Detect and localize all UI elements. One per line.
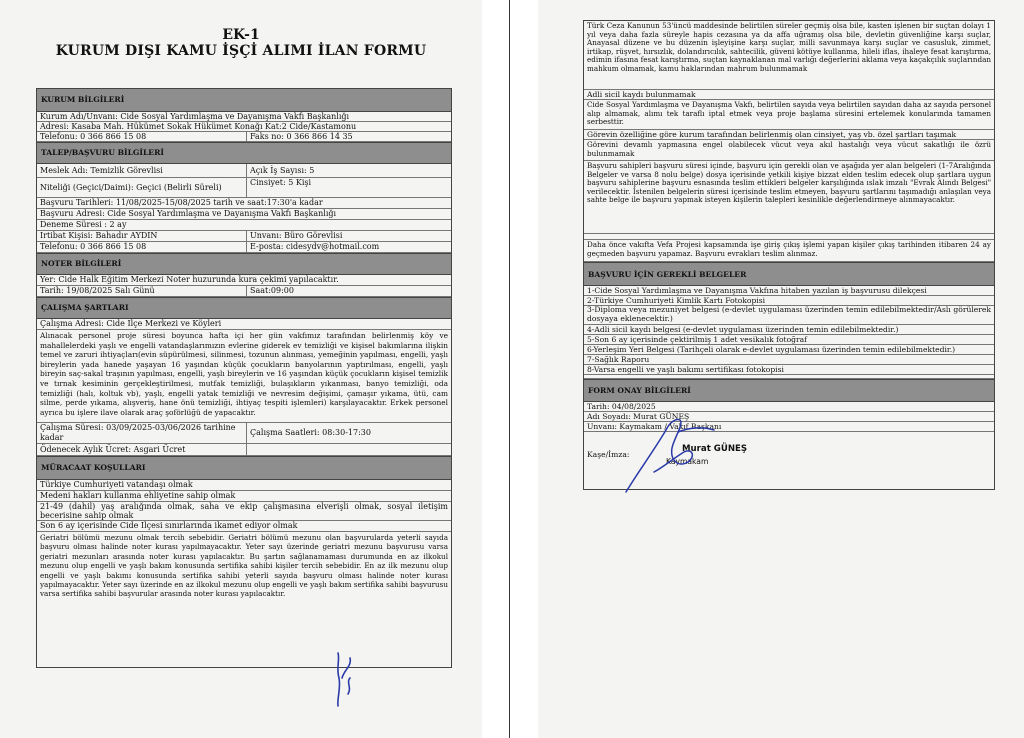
belge-item: 1-Cide Sosyal Yardımlaşma ve Dayanışma Vakfına hitaben yazılan iş başvurusu dilekçesi xyxy=(584,286,994,296)
section-header-calisma: ÇALIŞMA ŞARTLARI xyxy=(37,297,451,319)
noter-tarih: Tarih: 19/08/2025 Salı Günü xyxy=(37,286,247,296)
irtibat-contact-row xyxy=(37,242,451,253)
section-header-talep: TALEP/BAŞVURU BİLGİLERİ xyxy=(37,142,451,164)
belge-item: 6-Yerleşim Yeri Belgesi (Tarihçeli olarak e-devlet uygulaması üzerinden temin edilebilmektedir.) xyxy=(584,345,994,355)
calisma-suresi: Çalışma Süresi: 03/09/2025-03/06/2026 tarihine kadar xyxy=(37,423,247,443)
irtibat-kisisi: İrtibat Kişisi: Bahadır AYDIN xyxy=(37,231,247,241)
divider xyxy=(509,0,510,738)
section-header-muracaat: MÜRACAAT KOŞULLARI xyxy=(37,456,451,480)
onay-tarih: Tarih: 04/08/2025 xyxy=(584,402,994,412)
deneme-suresi: Deneme Süresi : 2 ay xyxy=(37,220,451,231)
kosul-2: Medeni hakları kullanma ehliyetine sahip olmak xyxy=(37,491,451,502)
belge-item: 8-Varsa engelli ve yaşlı bakımı sertifikası fotokopisi xyxy=(584,365,994,375)
talep-meslek-row xyxy=(37,164,451,178)
belge-item: 5-Son 6 ay içerisinde çektirilmiş 1 adet vesikalık fotoğraf xyxy=(584,335,994,345)
basvuru-adresi: Başvuru Adresi: Cide Sosyal Yardımlaşma ve Dayanışma Vakfı Başkanlığı xyxy=(37,209,451,220)
calisma-aciklama: Alınacak personel proje süresi boyunca hafta içi her gün vakfımız tarafından belirlenmiş köy ve mahallelerdeki yaşlı ve engelli vatandaşlarımızın evlerine giderek ev temizliği ve kişisel bakımlarına ilişkin temel ve zaruri ihtiyaçları(evin süpürülmesi, silinmesi, tozunun alınması, yemeğinin yapılması, engelli, yaşlı bireylerin yada hanede yaşayan 16 yaşından küçük çocukların banyolarının yaptırılması, engelli, yaşlı bireyin saç-sakal traşının yapılması, engelli, yaşlı bireylerin ve 16 yaşından küçük çocukların kişisel temizlik ve tırnak kesiminin gerçekleştirilmesi, mutfak temizliği, bulaşıkların yıkanması, banyo temizliği, oda temizliği (halı, koltuk vb), yaşlı, engelli yatak temizliği ve nevresim değişimi, çamaşır yıkama, ütü, cam silme, perde yıkama, alışveriş, hane önü temizliği, ihtiyaç tespiti işlemleri) karşılayacaktır. Erkek personel ayrıca bu işlere ilave olarak araç şoförlüğü de yapacaktır. xyxy=(37,330,451,423)
kurum-telefon: Telefonu: 0 366 866 15 08 xyxy=(37,132,247,141)
belge-item: 3-Diploma veya mezuniyet belgesi (e-devlet uygulaması üzerinden temin edilebilmektedir/Aslı görülerek dosyaya eklenecektir.) xyxy=(584,306,994,325)
kase-imza-label: Kaşe/İmza: xyxy=(587,450,630,459)
section-header-noter: NOTER BİLGİLERİ xyxy=(37,253,451,275)
nitelik: Niteliği (Geçici/Daimi): Geçici (Belirli Süreli) xyxy=(37,178,247,197)
kurum-adres: Adresi: Kasaba Mah. Hükümet Sokak Hükümet Konağı Kat:2 Cide/Kastamonu xyxy=(37,122,451,132)
kurum-ad: Kurum Adı/Unvanı: Cide Sosyal Yardımlaşma ve Dayanışma Vakfı Başkanlığı xyxy=(37,112,451,122)
form-title: KURUM DIŞI KAMU İŞÇİ ALIMI İLAN FORMU xyxy=(55,43,427,59)
basvuru-tarihleri: Başvuru Tarihleri: 11/08/2025-15/08/2025 tarih ve saat:17:30'a kadar xyxy=(37,198,451,209)
noter-yer: Yer: Cide Halk Eğitim Merkezi Noter huzurunda kura çekimi yapılacaktır. xyxy=(37,275,451,286)
irtibat-telefon: Telefonu: 0 366 866 15 08 xyxy=(37,242,247,252)
signature-page-1 xyxy=(330,648,380,710)
ceza-kosulu: Türk Ceza Kanunun 53'üncü maddesinde belirtilen süreler geçmiş olsa bile, kasten işlenen bir suçtan dolayı 1 yıl veya daha fazla süreyle hapis cezasına ya da affa uğramış olsa bile, devletin güvenliğine karşı suçlar, Anayasal düzene ve bu düzenin işleyişine karşı suçlar, milli savunmaya karşı suçlar ve casusluk, zimmet, irtikap, rüşvet, hırsızlık, dolandırıcılık, sahtecilik, güveni kötüye kullanma, hileli iflas, ihaleye fesat karıştırma, edimin ifasına fesat karıştırma, suçtan kaynaklanan mal varlığı değerlerini aklama veya kaçakçılık suçlarından mahkum olmamak, kamu haklarından mahrum bulunmamak xyxy=(584,21,994,90)
belge-item: 7-Sağlık Raporu xyxy=(584,355,994,365)
calisma-sure-row xyxy=(37,423,451,444)
ozel-sartlar: Görevin özelliğine göre kurum tarafından belirlenmiş olan cinsiyet, yaş vb. özel şartları taşımak xyxy=(584,130,994,140)
talep-nitelik-row xyxy=(37,178,451,198)
empty-cell xyxy=(247,444,451,455)
kosul-3: 21-49 (dahil) yaş aralığında olmak, saha ve ekip çalışmasına elverişli olmak, sosyal iletişim becerisine sahip olmak xyxy=(37,502,451,521)
kosul-4: Son 6 ay içerisinde Cide İlçesi sınırlarında ikamet ediyor olmak xyxy=(37,521,451,532)
form-table-1 xyxy=(36,88,452,668)
calisma-adresi: Çalışma Adresi: Cide İlçe Merkezi ve Köyleri xyxy=(37,319,451,330)
irtibat-row xyxy=(37,231,451,242)
noter-saat: Saat:09:00 xyxy=(250,286,294,295)
adli-sicil-kosulu: Adli sicil kaydı bulunmamak xyxy=(584,90,994,100)
belge-item: 2-Türkiye Cumhuriyeti Kimlik Kartı Fotokopisi xyxy=(584,296,994,306)
kosul-1: Türkiye Cumhuriyeti vatandaşı olmak xyxy=(37,480,451,491)
onay-unvan: Unvanı: Kaymakam / Vakıf Başkanı xyxy=(584,422,994,432)
vakif-serbestlik: Cide Sosyal Yardımlaşma ve Dayanışma Vakfı, belirtilen sayıda veya belirtilen sayıdan daha az sayıda personel alıp almamak, alımı tek taraflı iptal etmek veya proje başlama süresini ertelemek konularında tamamen serbesttir. xyxy=(584,100,994,130)
section-header-kurum: KURUM BİLGİLERİ xyxy=(37,89,451,112)
basvuru-teslim: Başvuru sahipleri başvuru süresi içinde, başvuru için gerekli olan ve aşağıda yer alan belgeleri (1-7Aralığında Belgeler ve varsa 8 nolu belge) dosya içerisinde yetkili kişiye bizzat elden teslim edecek olup şartlara uygun başvuru sahiplerine başvuru esnasında teslim ettikleri belgeler karşılığında ıslak imzalı "Evrak Alındı Belgesi" verilecektir. İstenilen belgelerin süresi içerisinde teslim etmeyen, başvuru şartlarını taşımadığı anlaşılan veya sahte belge ile başvuru yapmak isteyen kişilerin talepleri kesinlikle değerlendirmeye alınmayacaktır. xyxy=(584,161,994,234)
ucret-row xyxy=(37,444,451,456)
calisma-saatleri: Çalışma Saatleri: 08:30-17:30 xyxy=(250,428,371,437)
vefa-kosulu: Daha önce vakıfta Vefa Projesi kapsamında işe giriş çıkış işlemi yapan kişiler çıkış tarihinden itibaren 24 ay geçmeden başvuru yapamaz. Başvuru evrakları teslim alınmaz. xyxy=(584,240,994,262)
noter-tarih-row xyxy=(37,286,451,297)
irtibat-unvan: Unvanı: Büro Görevlisi xyxy=(250,231,343,240)
saglik-kosulu: Görevini devamlı yapmasına engel olabilecek vücut veya akıl hastalığı veya vücut sakatlığı ile özrü bulunmamak xyxy=(584,140,994,161)
stamp-name: Murat GÜNEŞ xyxy=(682,444,748,454)
irtibat-eposta: E-posta: cidesydv@hotmail.com xyxy=(250,242,380,251)
kurum-faks: Faks no: 0 366 866 14 35 xyxy=(250,132,353,141)
meslek-adi: Meslek Adı: Temizlik Görevlisi xyxy=(37,164,247,177)
kurum-contact-row xyxy=(37,132,451,142)
section-header-onay: FORM ONAY BİLGİLERİ xyxy=(584,379,994,402)
stamp-title: Kaymakam xyxy=(666,457,709,466)
aylik-ucret: Ödenecek Aylık Ücret: Asgari Ücret xyxy=(37,444,247,455)
belge-item: 4-Adli sicil kaydı belgesi (e-devlet uygulaması üzerinden temin edilebilmektedir.) xyxy=(584,325,994,335)
signature-page-2 xyxy=(618,412,718,497)
acik-is-sayisi: Açık İş Sayısı: 5 xyxy=(250,166,315,175)
cinsiyet: Cinsiyet: 5 Kişi xyxy=(250,178,312,187)
annex-label: EK-1 xyxy=(222,27,260,43)
belge-list xyxy=(584,286,994,375)
kosul-5: Geriatri bölümü mezunu olmak tercih sebebidir. Geriatri bölümü mezunu olan başvurularda yeterli sayıda başvuru olması halinde noter kurası yapılmayacaktır. Yeter sayı üzerinde geriatri mezunu başvurusu varsa geriatri mezunları arasında noter kurası yapılacaktır. Bu şartın sağlanamaması durumunda en az ilkokul mezunu olup engelli ve yaşlı bakım konusunda sertifika sahibi kişiler tercih sebebidir. En az ilk mezunu olup engelli ve yaşlı bakımı konusunda sertifika sahibi yeterli sayıda başvuru olması halinde noter kurası yapılmayacaktır. Yeter sayı üzerinde en az ilkokul mezunu olup engelli ve yaşlı bakım sertifika sahibi başvurusu varsa sertifika sahibi başvurular arasında noter kurası yapılacaktır. xyxy=(40,533,448,599)
page-gap xyxy=(482,0,538,738)
onay-adsoyad: Adı Soyadı: Murat GÜNEŞ xyxy=(584,412,994,422)
section-header-belgeler: BAŞVURU İÇİN GEREKLİ BELGELER xyxy=(584,262,994,286)
